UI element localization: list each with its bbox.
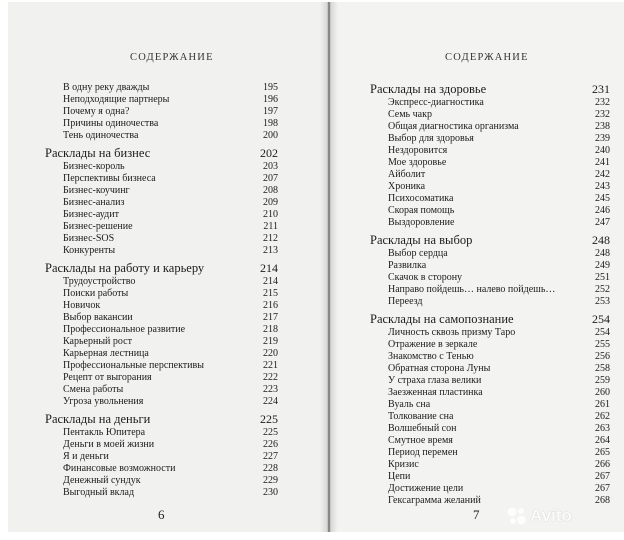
- toc-entry-page: 207: [263, 173, 278, 184]
- toc-entry: [370, 109, 610, 121]
- toc-entry-title: Тень одиночества: [63, 130, 139, 141]
- toc-entry-page: 268: [595, 495, 610, 506]
- toc-entry-page: 248: [592, 233, 610, 247]
- toc-entry-page: 213: [263, 245, 278, 256]
- toc-entry-title: Психосоматика: [388, 193, 454, 204]
- toc-entry: [370, 169, 610, 181]
- toc-entry: [370, 387, 610, 399]
- toc-entry-page: 229: [263, 475, 278, 486]
- toc-entry-title: Деньги в моей жизни: [63, 439, 155, 450]
- toc-entry-page: 259: [595, 375, 610, 386]
- toc-entry-title: Угроза увольнения: [63, 396, 144, 407]
- toc-entry-title: Денежный сундук: [63, 475, 141, 486]
- toc-entry: [370, 272, 610, 284]
- toc-entry-title: Направо пойдешь… налево пойдешь…: [388, 284, 556, 295]
- toc-entry-page: 231: [592, 82, 610, 96]
- toc-entry-title: Айболит: [388, 169, 426, 180]
- toc-entry-page: 245: [595, 193, 610, 204]
- toc-entry: [45, 324, 278, 336]
- toc-entry-title: Профессиональные перспективы: [63, 360, 204, 371]
- toc-entry: [45, 312, 278, 324]
- toc-entry-title: Трудоустройство: [63, 276, 136, 287]
- toc-entry-title: В одну реку дважды: [63, 82, 150, 93]
- toc-entry-page: 232: [595, 109, 610, 120]
- toc-entry: [370, 284, 610, 296]
- toc-entry-page: 226: [263, 439, 278, 450]
- toc-entry-page: 265: [595, 447, 610, 458]
- toc-section-heading: [45, 261, 278, 276]
- toc-entry-page: 224: [263, 396, 278, 407]
- toc-entry: [45, 94, 278, 106]
- toc-entry-title: Волшебный сон: [388, 423, 457, 434]
- toc-entry-page: 248: [595, 248, 610, 259]
- avito-watermark-text: Avito: [530, 506, 572, 525]
- toc-entry-page: 200: [263, 130, 278, 141]
- toc-entry: [45, 209, 278, 221]
- toc-list-right: [370, 82, 610, 507]
- toc-entry-title: Достижение цели: [388, 483, 464, 494]
- toc-entry-page: 263: [595, 423, 610, 434]
- toc-entry: [370, 205, 610, 217]
- toc-entry-title: Перспективы бизнеса: [63, 173, 156, 184]
- toc-entry-page: 223: [263, 384, 278, 395]
- toc-entry: [370, 483, 610, 495]
- toc-section-heading: [45, 146, 278, 161]
- toc-entry-page: 254: [592, 312, 610, 326]
- toc-entry-title: У страха глаза велики: [388, 375, 482, 386]
- toc-entry-title: Выгодный вклад: [63, 487, 135, 498]
- toc-entry-page: 243: [595, 181, 610, 192]
- toc-entry: [370, 145, 610, 157]
- toc-entry-title: Выбор вакансии: [63, 312, 133, 323]
- toc-entry: [370, 248, 610, 260]
- toc-entry-page: 238: [595, 121, 610, 132]
- toc-entry-title: Выздоровление: [388, 217, 455, 228]
- toc-entry-page: 240: [595, 145, 610, 156]
- toc-entry: [45, 82, 278, 94]
- toc-entry-title: Профессиональное развитие: [63, 324, 186, 335]
- toc-entry-title: Хроника: [388, 181, 426, 192]
- toc-entry: [370, 399, 610, 411]
- toc-entry: [45, 384, 278, 396]
- toc-entry: [45, 300, 278, 312]
- toc-entry: [370, 296, 610, 308]
- toc-entry-page: 230: [263, 487, 278, 498]
- toc-entry: [45, 439, 278, 451]
- toc-entry-page: 251: [595, 272, 610, 283]
- toc-section-heading: [370, 82, 610, 97]
- toc-entry: [45, 475, 278, 487]
- toc-entry-page: 217: [263, 312, 278, 323]
- toc-entry-title: Карьерный рост: [63, 336, 132, 347]
- toc-entry-title: Выбор для здоровья: [388, 133, 474, 144]
- toc-entry-page: 247: [595, 217, 610, 228]
- toc-entry: [370, 193, 610, 205]
- toc-entry: [370, 133, 610, 145]
- toc-entry-title: Общая диагностика организма: [388, 121, 519, 132]
- toc-entry-page: 246: [595, 205, 610, 216]
- toc-entry: [45, 372, 278, 384]
- toc-entry-page: 211: [263, 221, 278, 232]
- toc-entry-page: 202: [260, 146, 278, 160]
- toc-entry-title: Новичок: [63, 300, 101, 311]
- running-head-left: СОДЕРЖАНИЕ: [130, 52, 214, 63]
- toc-entry-title: Рецепт от выгорания: [63, 372, 152, 383]
- toc-entry: [45, 451, 278, 463]
- toc-entry-title: Семь чакр: [388, 109, 432, 120]
- toc-entry-title: Знакомство с Тенью: [388, 351, 474, 362]
- toc-entry: [45, 161, 278, 173]
- toc-entry-title: Смена работы: [63, 384, 124, 395]
- toc-entry: [370, 351, 610, 363]
- toc-entry-title: Период перемен: [388, 447, 458, 458]
- toc-entry: [45, 276, 278, 288]
- toc-entry-page: 254: [595, 327, 610, 338]
- toc-entry: [45, 487, 278, 499]
- toc-entry-title: Расклады на бизнес: [45, 146, 151, 160]
- toc-entry-page: 208: [263, 185, 278, 196]
- toc-entry: [370, 471, 610, 483]
- toc-entry-title: Я и деньги: [63, 451, 109, 462]
- toc-entry-title: Бизнес-SOS: [63, 233, 115, 244]
- toc-entry-page: 266: [595, 459, 610, 470]
- toc-entry-title: Цепи: [388, 471, 411, 482]
- toc-entry-page: 212: [263, 233, 278, 244]
- toc-entry-page: 255: [595, 339, 610, 350]
- toc-entry: [370, 435, 610, 447]
- toc-entry-page: 267: [595, 483, 610, 494]
- toc-entry-title: Вуаль сна: [388, 399, 431, 410]
- toc-entry-page: 203: [263, 161, 278, 172]
- toc-entry: [370, 121, 610, 133]
- toc-entry-page: 262: [595, 411, 610, 422]
- toc-entry: [370, 327, 610, 339]
- toc-entry-title: Обратная сторона Луны: [388, 363, 491, 374]
- toc-entry-title: Пентакль Юпитера: [63, 427, 146, 438]
- toc-entry-title: Кризис: [388, 459, 419, 470]
- toc-entry-page: 197: [263, 106, 278, 117]
- toc-entry-page: 232: [595, 97, 610, 108]
- toc-entry-title: Нездоровится: [388, 145, 448, 156]
- toc-entry: [45, 463, 278, 475]
- toc-entry-page: 218: [263, 324, 278, 335]
- toc-entry-title: Отражение в зеркале: [388, 339, 478, 350]
- toc-entry: [370, 339, 610, 351]
- toc-entry-page: 216: [263, 300, 278, 311]
- running-head-right: СОДЕРЖАНИЕ: [445, 52, 529, 63]
- toc-entry-title: Выбор сердца: [388, 248, 448, 259]
- book-spread: [8, 2, 624, 532]
- toc-entry-page: 198: [263, 118, 278, 129]
- toc-entry: [370, 447, 610, 459]
- toc-entry: [45, 185, 278, 197]
- toc-entry-title: Скорая помощь: [388, 205, 455, 216]
- toc-entry: [45, 396, 278, 408]
- toc-entry-title: Почему я одна?: [63, 106, 130, 117]
- toc-entry: [370, 157, 610, 169]
- toc-entry: [370, 260, 610, 272]
- toc-entry-page: 252: [595, 284, 610, 295]
- page-number-right: 7: [473, 507, 480, 522]
- toc-entry: [45, 288, 278, 300]
- toc-entry-title: Конкуренты: [63, 245, 116, 256]
- toc-entry-page: 210: [263, 209, 278, 220]
- toc-entry-page: 214: [263, 276, 278, 287]
- avito-watermark: [506, 506, 622, 526]
- toc-entry: [45, 197, 278, 209]
- right-page: [330, 2, 624, 532]
- toc-entry-page: 225: [263, 427, 278, 438]
- toc-entry-title: Переезд: [388, 296, 423, 307]
- toc-entry-title: Развилка: [388, 260, 427, 271]
- toc-section-heading: [45, 412, 278, 427]
- toc-entry-page: 209: [263, 197, 278, 208]
- toc-entry-title: Бизнес-король: [63, 161, 125, 172]
- toc-entry: [370, 423, 610, 435]
- toc-entry-title: Расклады на самопознание: [370, 312, 514, 326]
- toc-entry-page: 264: [595, 435, 610, 446]
- avito-logo-icon: [506, 506, 528, 526]
- toc-entry-page: 195: [263, 82, 278, 93]
- toc-entry-page: 219: [263, 336, 278, 347]
- toc-entry-page: 261: [595, 399, 610, 410]
- toc-entry-page: 239: [595, 133, 610, 144]
- toc-entry: [45, 348, 278, 360]
- toc-list-left: [45, 82, 278, 499]
- toc-entry: [370, 181, 610, 193]
- toc-entry-title: Бизнес-коучинг: [63, 185, 130, 196]
- toc-entry-title: Личность сквозь призму Таро: [388, 327, 516, 338]
- toc-entry-page: 228: [263, 463, 278, 474]
- toc-entry-page: 258: [595, 363, 610, 374]
- toc-section-heading: [370, 233, 610, 248]
- toc-entry: [45, 336, 278, 348]
- book-gutter: [320, 2, 338, 532]
- toc-entry-title: Заезженная пластинка: [388, 387, 483, 398]
- toc-entry-page: 221: [263, 360, 278, 371]
- toc-entry: [45, 118, 278, 130]
- toc-entry-title: Экспресс-диагностика: [388, 97, 484, 108]
- toc-entry: [370, 217, 610, 229]
- toc-entry: [45, 360, 278, 372]
- toc-entry-page: 215: [263, 288, 278, 299]
- toc-entry-title: Бизнес-аудит: [63, 209, 119, 220]
- toc-entry-title: Причины одиночества: [63, 118, 159, 129]
- toc-entry-page: 241: [595, 157, 610, 168]
- toc-entry-page: 222: [263, 372, 278, 383]
- toc-entry-title: Мое здоровье: [388, 157, 447, 168]
- toc-entry-page: 225: [260, 412, 278, 426]
- toc-entry: [45, 427, 278, 439]
- toc-entry-title: Толкование сна: [388, 411, 454, 422]
- toc-entry: [45, 245, 278, 257]
- toc-entry-page: 267: [595, 471, 610, 482]
- toc-entry-page: 214: [260, 261, 278, 275]
- toc-entry-title: Поиски работы: [63, 288, 129, 299]
- left-page: [8, 2, 328, 532]
- toc-entry-page: 220: [263, 348, 278, 359]
- toc-entry-page: 253: [595, 296, 610, 307]
- toc-entry: [370, 411, 610, 423]
- toc-entry-page: 242: [595, 169, 610, 180]
- toc-entry: [45, 221, 278, 233]
- toc-entry-title: Бизнес-решение: [63, 221, 133, 232]
- toc-entry-title: Расклады на выбор: [370, 233, 473, 247]
- toc-entry-title: Смутное время: [388, 435, 453, 446]
- toc-entry-page: 256: [595, 351, 610, 362]
- toc-entry: [45, 106, 278, 118]
- toc-entry: [370, 363, 610, 375]
- toc-entry-title: Гексаграмма желаний: [388, 495, 481, 506]
- toc-entry: [370, 459, 610, 471]
- toc-entry-page: 196: [263, 94, 278, 105]
- toc-entry-page: 260: [595, 387, 610, 398]
- toc-entry-title: Расклады на работу и карьеру: [45, 261, 205, 275]
- toc-entry-title: Карьерная лестница: [63, 348, 149, 359]
- toc-section-heading: [370, 312, 610, 327]
- toc-entry-title: Расклады на здоровье: [370, 82, 487, 96]
- toc-entry-page: 249: [595, 260, 610, 271]
- toc-entry-title: Бизнес-анализ: [63, 197, 125, 208]
- toc-entry: [45, 130, 278, 142]
- toc-entry-title: Неподходящие партнеры: [63, 94, 170, 105]
- toc-entry: [370, 375, 610, 387]
- toc-entry-title: Расклады на деньги: [45, 412, 151, 426]
- toc-entry-title: Скачок в сторону: [388, 272, 463, 283]
- toc-entry: [370, 97, 610, 109]
- page-number-left: 6: [158, 507, 165, 522]
- toc-entry-page: 227: [263, 451, 278, 462]
- toc-entry: [45, 233, 278, 245]
- toc-entry-title: Финансовые возможности: [63, 463, 176, 474]
- toc-entry: [45, 173, 278, 185]
